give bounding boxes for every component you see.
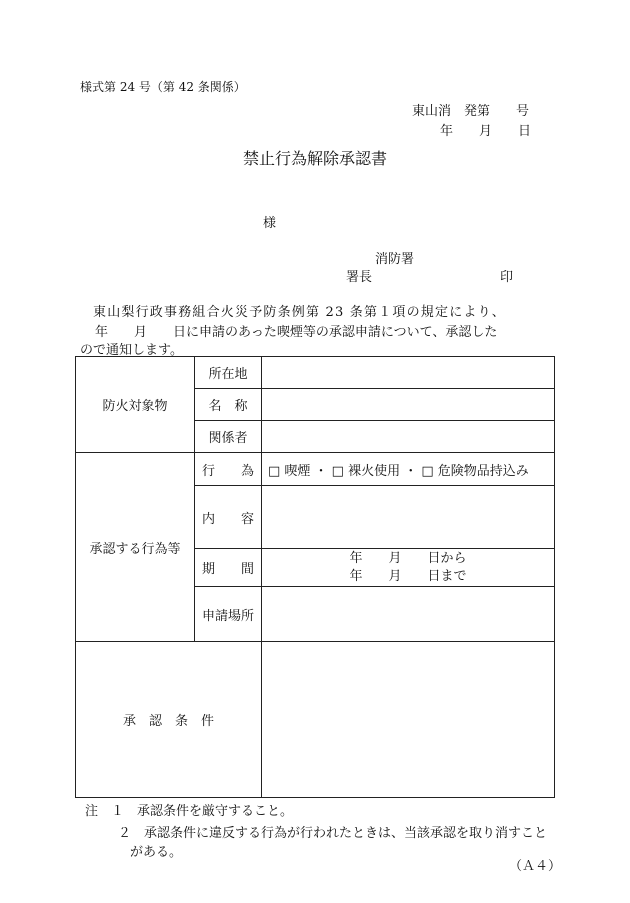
location-field[interactable] [262,357,555,389]
period-field[interactable] [262,549,555,587]
content-field[interactable] [262,486,555,549]
approval-conditions-field[interactable] [262,642,555,798]
period-label: 期 間 [195,549,262,587]
document-date: 年 月 日 [440,124,532,139]
addressee-honorific: 様 [263,216,277,231]
seal-mark: 印 [500,270,514,285]
approval-form-table [75,356,555,798]
related-person-field[interactable] [262,421,555,453]
period-to: 年 月 日まで [349,568,467,584]
content-label: 内 容 [195,486,262,549]
body-text-line-1: 東山梨行政事務組合火災予防条例第 23 条第１項の規定により、 [93,305,507,320]
approval-conditions-label: 承 認 条 件 [76,642,262,798]
issuer-chief: 署長 [346,270,373,285]
approved-actions-group-label: 承認する行為等 [76,453,195,642]
related-person-label: 関係者 [195,421,262,453]
name-label: 名 称 [195,389,262,421]
document-title: 禁止行為解除承認書 [242,149,387,168]
issuer-department: 消防署 [375,252,415,267]
application-place-field[interactable] [262,587,555,642]
note-line-1: 注 １ 承認条件を厳守すること。 [85,804,294,819]
action-options[interactable]: □ 喫煙 ・ □ 裸火使用 ・ □ 危険物品持込み [262,453,555,486]
body-text-line-3: ので通知します。 [80,343,183,358]
document-number: 東山消 発第 号 [412,104,530,119]
target-object-group-label: 防火対象物 [76,357,195,453]
application-place-label: 申請場所 [195,587,262,642]
action-label: 行 為 [195,453,262,486]
paper-size: （Ａ４） [509,859,562,874]
form-number: 様式第 24 号（第 42 条関係） [80,80,246,94]
name-field[interactable] [262,389,555,421]
location-label: 所在地 [195,357,262,389]
note-line-2: ２ 承認条件に違反する行為が行われたときは、当該承認を取り消すこと [118,826,548,841]
body-text-line-2: 年 月 日に申請のあった喫煙等の承認申請について、承認した [95,325,498,340]
period-from: 年 月 日から [349,550,467,566]
note-line-3: がある。 [130,845,183,860]
